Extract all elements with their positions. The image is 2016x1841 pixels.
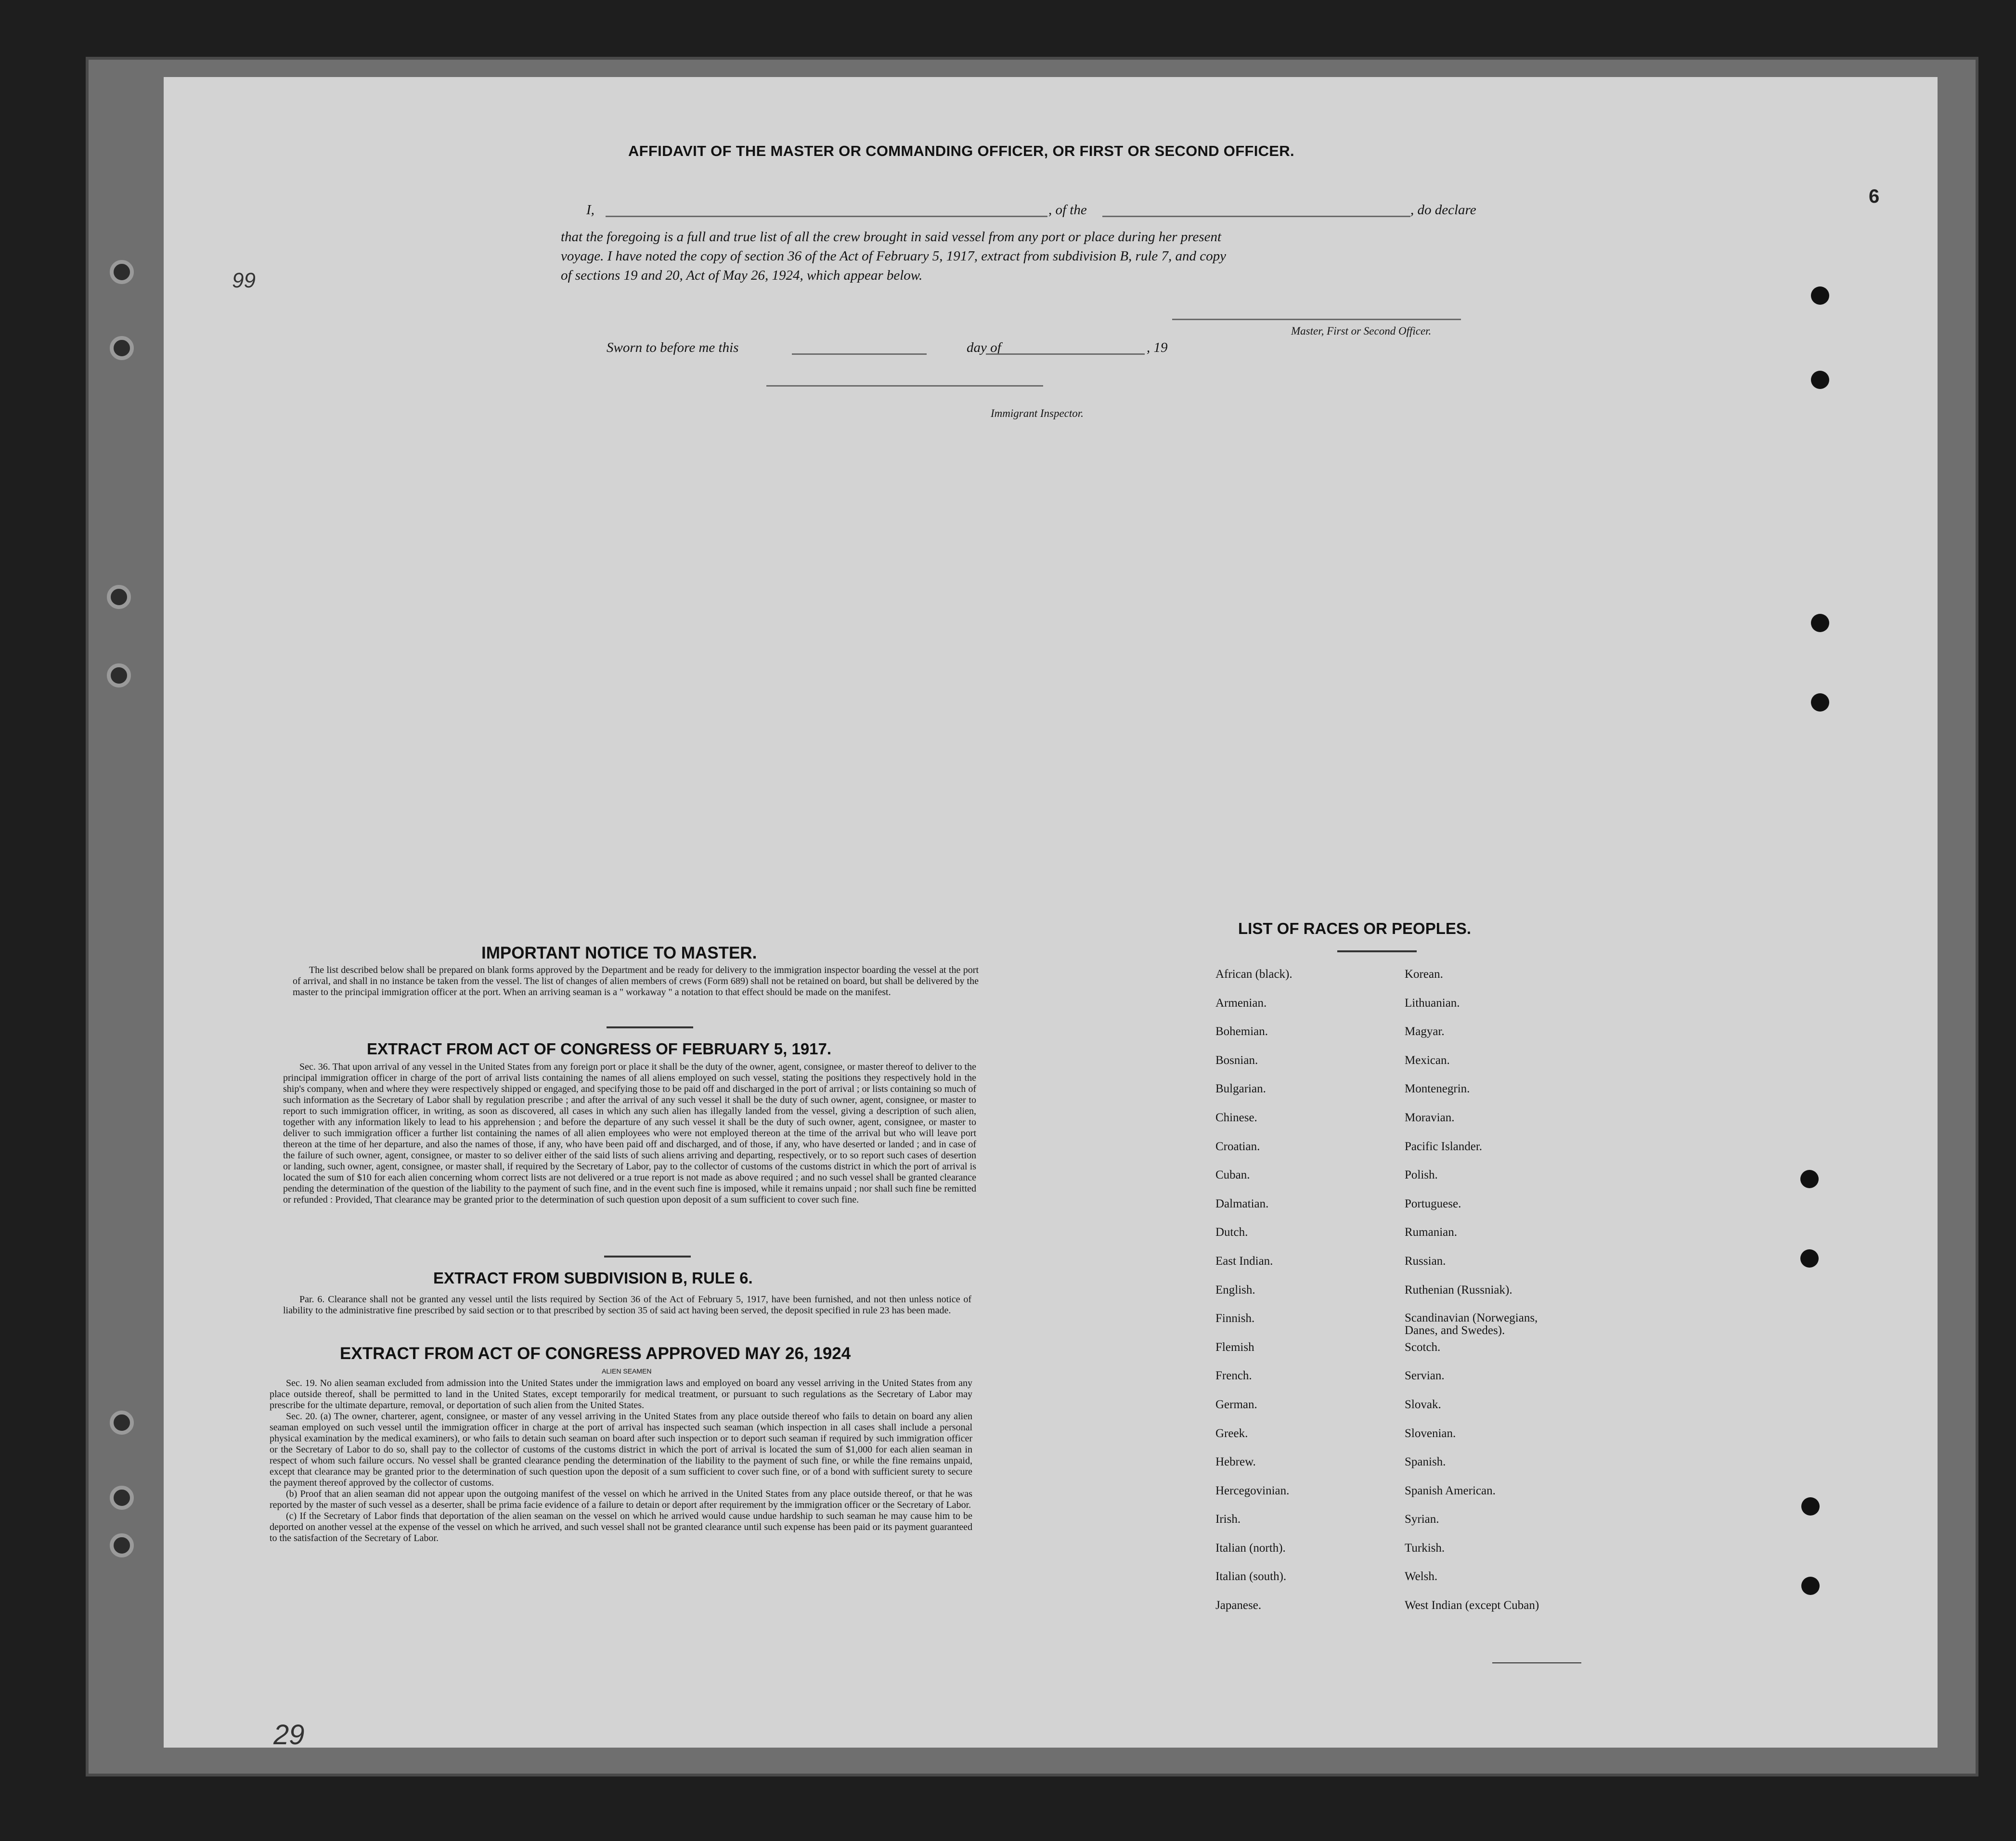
race-item: Scandinavian (Norwegians, Danes, and Swedes). (1405, 1311, 1538, 1337)
race-item: German. (1215, 1398, 1257, 1411)
affidavit-line-1: that the foregoing is a full and true list of all the crew brought in said vessel from any port or place during her present (561, 229, 1222, 245)
inspector-signature-line (766, 385, 1043, 387)
races-column-2 (1405, 968, 1549, 1628)
race-item: Bohemian. (1215, 1025, 1268, 1038)
race-item: African (black). (1215, 968, 1292, 981)
race-item: Portuguese. (1405, 1197, 1461, 1210)
punch-hole-left (110, 260, 134, 284)
sworn-year: , 19 (1147, 340, 1168, 355)
race-item: Ruthenian (Russniak). (1405, 1283, 1512, 1296)
race-item: Chinese. (1215, 1111, 1257, 1124)
race-item: Welsh. (1405, 1570, 1438, 1583)
race-item: Lithuanian. (1405, 996, 1460, 1010)
race-item: Slovenian. (1405, 1426, 1456, 1440)
divider-rule (1492, 1662, 1581, 1663)
race-item: Spanish American. (1405, 1484, 1496, 1497)
race-item: English. (1215, 1283, 1255, 1296)
extract-1917-body (283, 1062, 976, 1206)
extract-1917-title: EXTRACT FROM ACT OF CONGRESS OF FEBRUARY 5, 1917. (367, 1040, 832, 1058)
race-item: Flemish (1215, 1340, 1254, 1354)
race-item: Dalmatian. (1215, 1197, 1269, 1210)
race-item: Bulgarian. (1215, 1082, 1266, 1096)
race-item: Korean. (1405, 968, 1443, 981)
extract-rule6-body (283, 1294, 971, 1316)
race-item: Hercegovinian. (1215, 1484, 1290, 1497)
sworn-text: Sworn to before me this (607, 340, 739, 355)
sec-36-text: Sec. 36. That upon arrival of any vessel in the United States from any foreign port or place it shall be the duty of the owner, agent, consignee, or master thereof to deliver to the principal immigration officer in charge of the port of arrival lists containing the names of all aliens employed on such vessel, stating the positions they respectively hold in the ship's company, when and where they were respectively shipped or engaged, and specifying those to be paid off and discharged in the port of arrival ; or lists containing so much of such information as the Secretary of Labor shall by regulation prescribe ; and after the arrival of any such vessel it shall be the duty of such owner, agent, consignee, or master to report to such immigration officer, in writing, as soon as discovered, all cases in which any such alien has illegally landed from the vessel, giving a description of such alien, together with any information likely to lead to his apprehension ; and before the departure of any such vessel it shall be the duty of such owner, agent, consignee, or master to deliver to such immigration officer a further list containing the names of all alien employees who were not employed thereon at the time of the arrival but who will leave port thereon at the time of her departure, and also the names of those, if any, who have been paid off and discharged, and of those, if any, who have deserted or landed ; and in case of the failure of such owner, agent, consignee, or master to so deliver either of the said lists of such aliens arriving and departing, respectively, or to so report such cases of desertion or landing, such owner, agent, consignee, or master shall, if required by the Secretary of Labor, pay to the collector of customs of the customs district in which the port of arrival is located the sum of $10 for each alien concerning whom correct lists are not delivered or a true report is not made as above required ; and no such vessel shall be granted clearance pending the determination of the question of the liability to the payment of such fine, and in the event such fine is imposed, while it remains unpaid ; nor shall such fine be remitted or refunded : Provided, That clearance may be granted prior to the determination of such question upon deposit of a sum sufficient to cover such fine. (283, 1062, 976, 1205)
notice-title: IMPORTANT NOTICE TO MASTER. (481, 944, 757, 962)
extract-1924-body (270, 1378, 972, 1544)
punch-hole-right (1801, 1497, 1820, 1516)
sec-20a-text: Sec. 20. (a) The owner, charterer, agent, consignee, or master of any vessel arriving in the United States from any place outside thereof who fails to detain on board any alien seaman employed on such vessel until the immigration officer in charge at the port of arrival has inspected such seaman (which inspection in all cases shall include a personal physical examination by the medical examiners), or who fails to detain such seaman on board after such inspection or to deport such seaman if required by such immigration officer or the Secretary of Labor to do so, shall pay to the collector of customs of the customs district in which the port of arrival is located the sum of $1,000 for each alien seaman in respect of whom such failure occurs. No vessel shall be granted clearance pending the determination of the liability to the payment of such fine, or while the fine remains unpaid, except that clearance may be granted prior to the determination of such question upon the deposit of a sum sufficient to cover such fine, or of a bond with sufficient surety to secure the payment thereof approved by the collector of customs. (270, 1411, 972, 1488)
race-item: Turkish. (1405, 1541, 1445, 1555)
affidavit-i: I, (586, 202, 594, 218)
sworn-day-blank (792, 353, 927, 355)
inspector-label: Immigrant Inspector. (991, 407, 1084, 419)
punch-hole-left (110, 1533, 134, 1557)
punch-hole-left (110, 1411, 134, 1435)
race-item: Armenian. (1215, 996, 1267, 1010)
divider-rule (604, 1256, 691, 1258)
punch-hole-left (107, 663, 131, 687)
race-item: Japanese. (1215, 1599, 1262, 1612)
name-blank-line (606, 216, 1047, 217)
extract-rule6-title: EXTRACT FROM SUBDIVISION B, RULE 6. (433, 1269, 753, 1287)
handwritten-mark: 99 (232, 269, 256, 292)
race-item: Mexican. (1405, 1053, 1450, 1067)
punch-hole-right (1800, 1249, 1819, 1268)
punch-hole-right (1811, 286, 1829, 305)
handwritten-mark: 29 (273, 1719, 305, 1750)
divider-rule (1337, 950, 1417, 952)
race-item: Rumanian. (1405, 1226, 1458, 1239)
affidavit-do-declare: , do declare (1410, 202, 1476, 218)
master-signature-line (1172, 319, 1461, 320)
punch-hole-right (1811, 614, 1829, 632)
race-item: Irish. (1215, 1513, 1241, 1526)
affidavit-title: AFFIDAVIT OF THE MASTER OR COMMANDING OFFICER, OR FIRST OR SECOND OFFICER. (628, 143, 1294, 159)
race-item: Montenegrin. (1405, 1082, 1470, 1096)
race-item: East Indian. (1215, 1254, 1273, 1268)
divider-rule (607, 1026, 693, 1028)
punch-hole-left (107, 585, 131, 609)
sec-20b-text: (b) Proof that an alien seaman did not appear upon the outgoing manifest of the vessel on which he arrived in the United States from any place outside thereof, or that he was reported by the master of such vessel as a deserter, shall be prima facie evidence of a failure to detain or deport after requirement by the immigration officer or the Secretary of Labor. (270, 1489, 972, 1510)
race-item: Pacific Islander. (1405, 1140, 1483, 1153)
race-item: Bosnian. (1215, 1053, 1258, 1067)
race-item: Spanish. (1405, 1455, 1446, 1469)
punch-hole-right (1811, 371, 1829, 389)
sec-19-text: Sec. 19. No alien seaman excluded from admission into the United States under the immigration laws and employed on board any vessel arriving in the United States from any place outside thereof, shall be permitted to land in the United States, except temporarily for medical treatment, or pursuant to such regulations as the Secretary of Labor may prescribe for the ultimate departure, removal, or deportation of such alien from the United States. (270, 1378, 972, 1411)
race-item: Scotch. (1405, 1340, 1441, 1354)
sworn-month-blank (986, 353, 1145, 355)
sworn-day-of: day of (967, 340, 1001, 355)
notice-text: The list described below shall be prepared on blank forms approved by the Department and be ready for delivery to the immigration inspector boarding the vessel at the port of arrival, and shall in no instance be taken from the vessel. The list of changes of alien members of crews (Form 689) shall not be retained on board, but shall be delivered by the master to the principal immigration officer at the port. When an arriving seaman is a " workaway " a notation to that effect should be made on the manifest. (293, 965, 979, 998)
race-item: Croatian. (1215, 1140, 1260, 1153)
punch-hole-left (110, 336, 134, 360)
race-item: Cuban. (1215, 1168, 1250, 1182)
race-item: Greek. (1215, 1426, 1248, 1440)
vessel-blank-line (1102, 216, 1410, 217)
master-signature-label: Master, First or Second Officer. (1291, 325, 1432, 337)
sec-20c-text: (c) If the Secretary of Labor finds that deportation of the alien seaman on the vessel on which he arrived would cause undue hardship to such seaman he may cause him to be deported on another vessel at the expense of the vessel on which he arrived, and such vessel shall not be granted clearance until such expense has been paid or its payment guaranteed to the satisfaction of the Secretary of Labor. (270, 1511, 972, 1543)
races-title: LIST OF RACES OR PEOPLES. (1238, 920, 1472, 937)
race-item: Russian. (1405, 1254, 1446, 1268)
affidavit-line-3: of sections 19 and 20, Act of May 26, 1924, which appear below. (561, 268, 923, 283)
notice-body (293, 965, 979, 998)
punch-hole-right (1800, 1170, 1819, 1188)
race-item: Dutch. (1215, 1226, 1248, 1239)
race-item: Moravian. (1405, 1111, 1455, 1124)
affidavit-line-2: voyage. I have noted the copy of section 36 of the Act of February 5, 1917, extract from subdivision B, rule 7, and copy (561, 248, 1227, 264)
extract-1924-subtitle: ALIEN SEAMEN (602, 1367, 652, 1375)
race-item: Magyar. (1405, 1025, 1445, 1038)
race-item: French. (1215, 1369, 1252, 1383)
par-6-text: Par. 6. Clearance shall not be granted any vessel until the lists required by Section 36 of the Act of February 5, 1917, have been furnished, and not then unless notice of liability to the administrative fine prescribed by said section or to that prescribed by section 35 of said act having been served, the deposit specified in rule 23 has been made. (283, 1294, 971, 1316)
race-item: Hebrew. (1215, 1455, 1256, 1469)
race-item: Syrian. (1405, 1513, 1439, 1526)
race-item: Finnish. (1215, 1312, 1255, 1325)
punch-hole-right (1811, 693, 1829, 712)
punch-hole-left (110, 1486, 134, 1510)
race-item: Polish. (1405, 1168, 1438, 1182)
race-item: Servian. (1405, 1369, 1445, 1383)
extract-1924-title: EXTRACT FROM ACT OF CONGRESS APPROVED MAY 26, 1924 (340, 1344, 851, 1363)
races-column-1 (1215, 968, 1292, 1628)
page-number-mark: 6 (1869, 186, 1880, 207)
affidavit-of-the: , of the (1048, 202, 1087, 218)
race-item: Italian (north). (1215, 1541, 1286, 1555)
race-item: Slovak. (1405, 1398, 1441, 1411)
race-item: Italian (south). (1215, 1570, 1287, 1583)
punch-hole-right (1801, 1577, 1820, 1595)
race-item: West Indian (except Cuban) (1405, 1599, 1539, 1612)
